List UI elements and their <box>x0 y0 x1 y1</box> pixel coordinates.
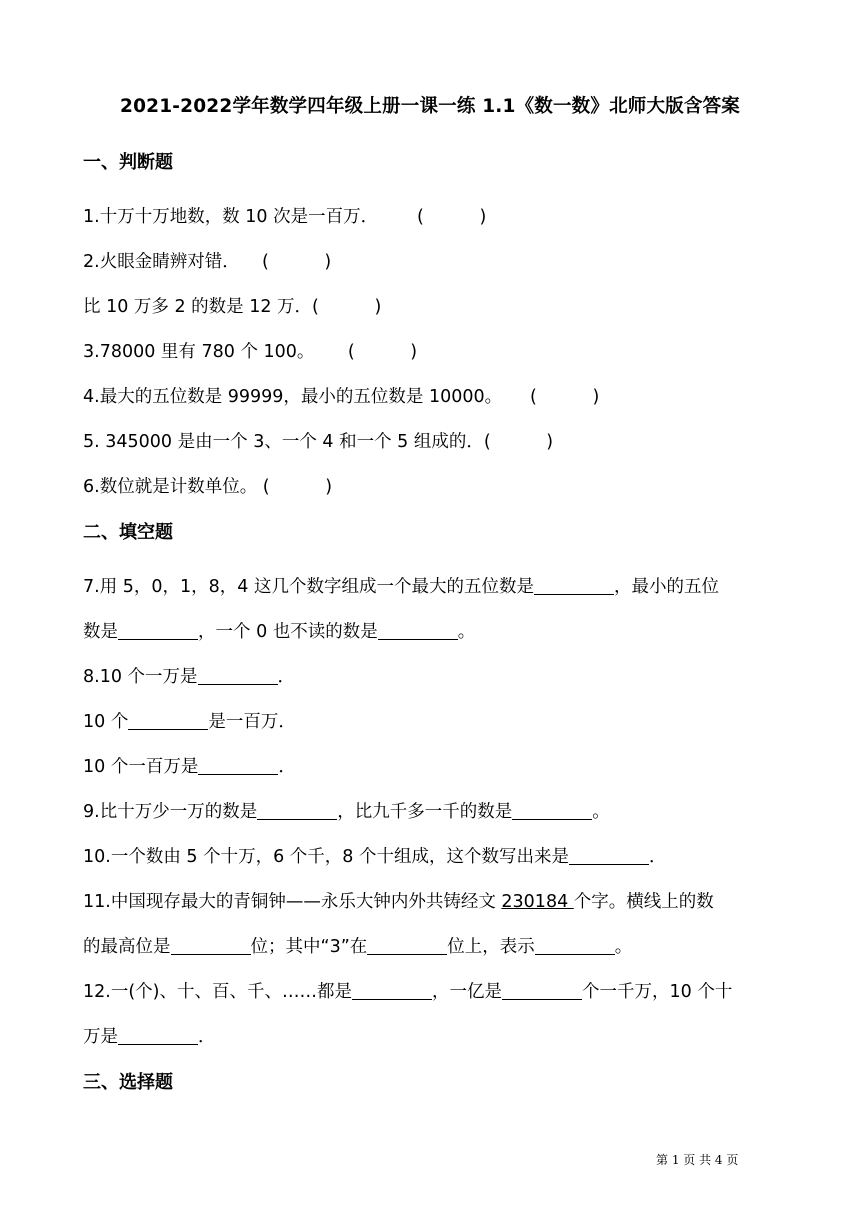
answer-blank[interactable] <box>118 1027 198 1046</box>
answer-blank[interactable] <box>378 622 458 641</box>
question-11-line1 <box>83 888 714 913</box>
question-7-text: ，最小的五位 <box>614 577 719 597</box>
question-2b <box>83 293 381 318</box>
question-9-text: ，比九千多一千的数是 <box>337 802 513 822</box>
answer-blank[interactable] <box>367 937 447 956</box>
question-8-text: 8.10 个一万是 <box>83 667 198 687</box>
answer-blank[interactable] <box>128 712 208 731</box>
answer-blank[interactable] <box>118 622 198 641</box>
question-10-text: ． <box>648 847 667 867</box>
answer-blank[interactable] <box>352 982 432 1001</box>
answer-paren[interactable]: ( ) <box>312 297 382 317</box>
answer-paren[interactable]: ( ) <box>483 432 554 452</box>
question-8-line1 <box>83 663 295 688</box>
question-11-text: 。 <box>614 937 633 957</box>
question-9-text: 。 <box>592 802 610 822</box>
question-10-text: 10.一个数由 5 个十万，6 个千，8 个十组成，这个数写出来是 <box>83 847 569 867</box>
page-footer: 第 1 页 共 4 页 <box>656 1153 739 1167</box>
answer-blank[interactable] <box>534 577 614 596</box>
answer-blank[interactable] <box>171 937 251 956</box>
question-2-text: 2.火眼金睛辨对错． <box>83 252 240 272</box>
question-4-text: 4.最大的五位数是 99999，最小的五位数是 10000。 <box>83 387 503 407</box>
question-9 <box>83 798 610 823</box>
question-11-text: 位上，表示 <box>447 937 535 957</box>
answer-blank[interactable] <box>569 847 649 866</box>
question-6 <box>83 473 332 498</box>
answer-blank[interactable] <box>535 937 615 956</box>
question-8-text: ． <box>278 757 296 777</box>
answer-paren[interactable]: ( ) <box>262 477 333 497</box>
question-3 <box>83 338 417 363</box>
document-title: 2021-2022学年数学四年级上册一课一练 1.1《数一数》北师大版含答案 <box>120 96 740 117</box>
answer-paren[interactable]: ( ) <box>530 387 600 407</box>
question-12-line1 <box>83 978 732 1003</box>
question-1 <box>83 203 486 228</box>
question-12-text: 12.一(个)、十、百、千、……都是 <box>83 982 352 1002</box>
question-8-text: 10 个 <box>83 712 129 732</box>
answer-paren[interactable]: ( ) <box>347 342 418 362</box>
question-7-text: 数是 <box>83 622 118 642</box>
question-12-text: ，一亿是 <box>432 982 502 1002</box>
question-7-text: 7.用 5，0，1，8，4 这几个数字组成一个最大的五位数是 <box>83 577 534 597</box>
answer-paren[interactable]: ( ) <box>261 252 332 272</box>
section-judge-heading: 一、判断题 <box>83 152 173 173</box>
section-fill-heading: 二、填空题 <box>83 522 173 543</box>
answer-blank[interactable] <box>198 667 278 686</box>
question-12-text: 个一千万，10 个十 <box>582 982 733 1002</box>
question-8-text: 10 个一百万是 <box>83 757 199 777</box>
question-8-text: 是一百万． <box>208 712 296 732</box>
question-7-text: 。 <box>457 622 476 642</box>
question-2 <box>83 248 331 273</box>
question-7-line1 <box>83 573 719 598</box>
question-8-text: ． <box>277 667 296 687</box>
underlined-number: 230184 <box>501 892 574 912</box>
question-5 <box>83 428 553 453</box>
question-4 <box>83 383 599 408</box>
answer-blank[interactable] <box>512 802 592 821</box>
question-6-text: 6.数位就是计数单位。 <box>83 477 258 497</box>
question-7-line2 <box>83 618 475 643</box>
question-8-line3 <box>83 753 296 778</box>
question-11-text: 位；其中“3”在 <box>250 937 368 957</box>
answer-blank[interactable] <box>502 982 582 1001</box>
question-1-text: 1.十万十万地数，数 10 次是一百万． <box>83 207 379 227</box>
question-12-line2 <box>83 1023 216 1048</box>
question-2b-text: 比 10 万多 2 的数是 12 万． <box>83 297 313 317</box>
question-11-text: 个字。横线上的数 <box>573 892 714 912</box>
question-11-text: 的最高位是 <box>83 937 171 957</box>
question-8-line2 <box>83 708 296 733</box>
question-9-text: 9.比十万少一万的数是 <box>83 802 258 822</box>
question-3-text: 3.78000 里有 780 个 100。 <box>83 342 315 362</box>
question-12-text: ． <box>198 1027 216 1047</box>
question-11-line2 <box>83 933 632 958</box>
question-10 <box>83 843 666 868</box>
answer-paren[interactable]: ( ) <box>417 207 487 227</box>
section-choice-heading: 三、选择题 <box>83 1072 173 1093</box>
answer-blank[interactable] <box>257 802 337 821</box>
question-7-text: ，一个 0 也不读的数是 <box>198 622 378 642</box>
question-5-text: 5. 345000 是由一个 3、一个 4 和一个 5 组成的． <box>83 432 484 452</box>
question-12-text: 万是 <box>83 1027 118 1047</box>
answer-blank[interactable] <box>198 757 278 776</box>
question-11-text: 11.中国现存最大的青铜钟——永乐大钟内外共铸经文 <box>83 892 502 912</box>
